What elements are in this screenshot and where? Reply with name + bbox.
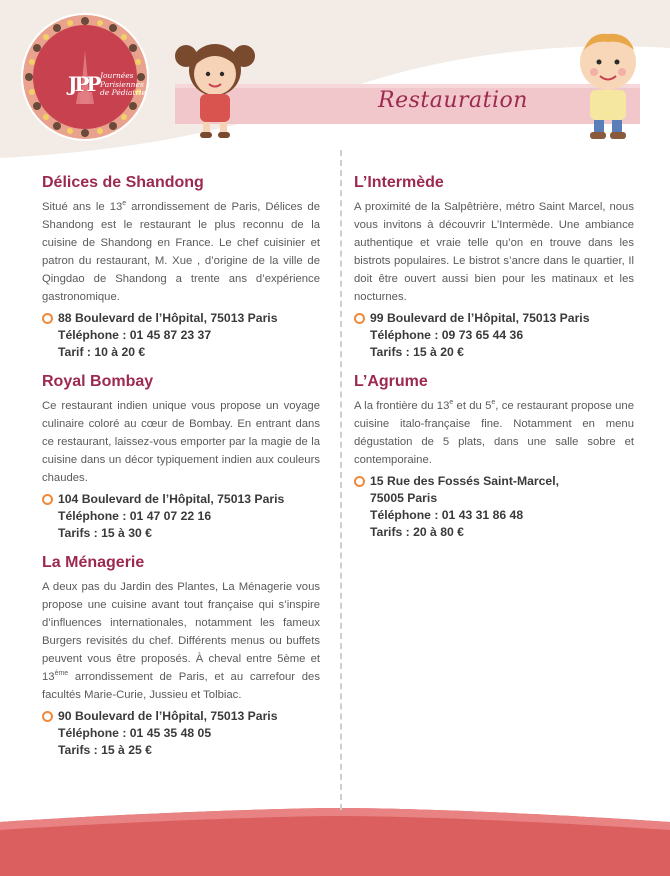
restaurant-description: Ce restaurant indien unique vous propose un voyage culinaire coloré au cœur de Bombay. En entrant dans ce restaurant, laissez-vous emporter par la magie de la cuisine dans un décor typiquement indien aux couleurs chaudes. [42,400,320,484]
logo-monogram: JPP [68,72,99,96]
restaurant-address: 15 Rue des Fossés Saint-Marcel, [370,474,559,488]
bullet-icon [354,476,365,487]
bullet-icon [42,711,53,722]
restaurant-price: Tarifs : 15 à 25 € [58,743,152,757]
restaurant-phone: Téléphone : 09 73 65 44 36 [370,328,524,342]
restaurant-address: 104 Boulevard de l’Hôpital, 75013 Paris [58,492,285,506]
restaurant-address: 99 Boulevard de l’Hôpital, 75013 Paris [370,311,590,325]
restaurant-price: Tarifs : 15 à 20 € [370,345,464,359]
restaurant-phone: Téléphone : 01 45 87 23 37 [58,328,212,342]
restaurant-phone: Téléphone : 01 47 07 22 16 [58,509,212,523]
bullet-icon [42,494,53,505]
left-column [42,174,320,771]
restaurant-description: A deux pas du Jardin des Plantes, La Ménagerie vous propose une cuisine avant tout française qui s’inspire d’influences internationales, notamment les fameux Burgers revisités du chef. Différents menus ou buffets peuvent vous être proposés. À cheval entre 5ème et 13ème arrondissement de Paris, et au carrefour des facultés Marie-Curie, Jussieu et Tolbiac. [42,581,320,701]
bullet-icon [354,313,365,324]
restaurant-info [354,473,634,541]
restaurant-info [354,310,634,361]
bullet-icon [42,313,53,324]
restaurant-name: Royal Bombay [42,373,154,390]
logo-line-1: Journées [100,71,134,80]
restaurant-price: Tarifs : 20 à 80 € [370,525,464,539]
restaurant-description: A proximité de la Salpêtrière, métro Saint Marcel, nous vous invitons à découvrir L’Intermède. Une ambiance authentique et vraie telle qu’on en trouve dans les bistrots populaires. Le bistrot s’ancre dans le quartier, Il doit être ouvert aussi bien pour les matinaux et les nocturnes. [354,201,634,303]
restaurant-info [42,310,320,361]
restaurant-name: L’Agrume [354,373,428,390]
restaurant-name: L’Intermède [354,174,444,191]
restaurant-phone: Téléphone : 01 43 31 86 48 [370,508,524,522]
restaurant-info [42,491,320,542]
logo-line-2: Parisiennes [100,79,144,89]
restaurant-price: Tarif : 10 à 20 € [58,345,146,359]
page-title: Restauration [378,88,528,113]
right-column [354,174,634,553]
restaurant-price: Tarifs : 15 à 30 € [58,526,152,540]
logo-line-3: de Pédiatrie [100,88,146,97]
restaurant-phone: Téléphone : 01 45 35 48 05 [58,726,212,740]
boy-illustration [570,28,648,144]
restaurant-la-menagerie [42,554,320,759]
restaurant-address: 90 Boulevard de l’Hôpital, 75013 Paris [58,709,278,723]
restaurant-info [42,708,320,759]
restaurant-name: Délices de Shandong [42,174,204,191]
restaurant-l-intermede [354,174,634,361]
logo-caption [100,72,160,98]
restaurant-royal-bombay [42,373,320,542]
jpp-logo [20,12,150,142]
restaurant-description: A la frontière du 13e et du 5e, ce restaurant propose une cuisine italo-française fine. Notamment en menu dégustation de 5 plats, dans une salle sobre et contemporaine. [354,399,634,466]
restaurant-l-agrume [354,373,634,541]
restaurant-delices-de-shandong [42,174,320,361]
column-divider [340,150,342,810]
restaurant-name: La Ménagerie [42,554,145,571]
restaurant-address-line-2: 75005 Paris [370,491,438,505]
restaurant-address: 88 Boulevard de l’Hôpital, 75013 Paris [58,311,278,325]
restaurant-description: Situé ans le 13e arrondissement de Paris, Délices de Shandong est le restaurant le plus reconnu de la cuisine de Shandong en France. Le chef cuisinier et patron du restaurant, M. Xue , d’origine de la ville de Qingdao de Shandong a trente ans d’expérience gastronomique. [42,200,320,303]
girl-illustration [172,36,258,140]
